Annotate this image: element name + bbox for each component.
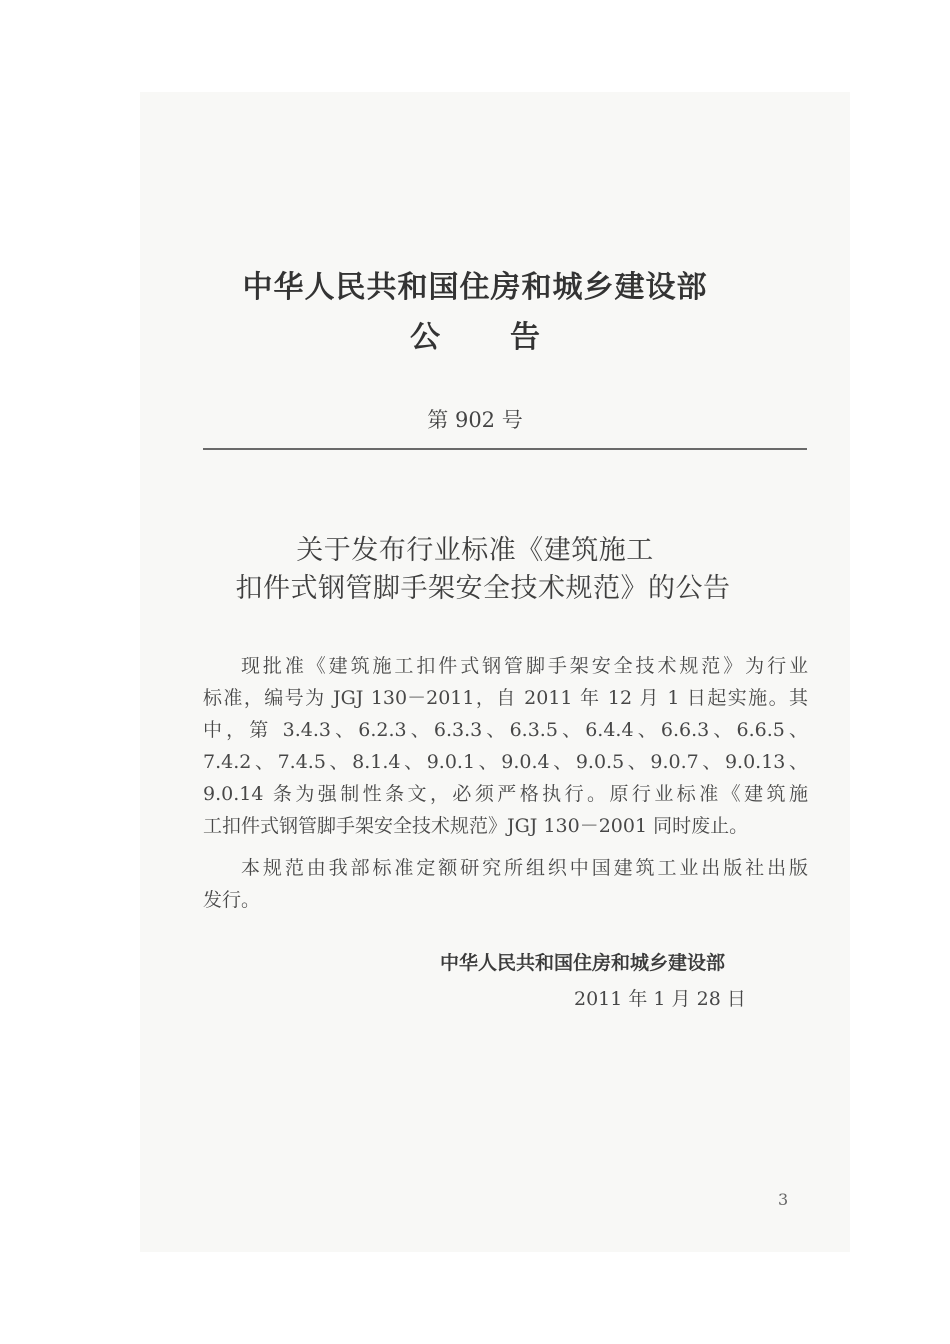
body-paragraph-2	[203, 852, 808, 916]
header-divider	[203, 448, 807, 450]
notice-label-char-1: 公	[410, 320, 440, 355]
paragraph-line: 中，第 3.4.3、6.2.3、6.3.3、6.3.5、6.4.4、6.6.3、6.6.5、	[203, 719, 808, 741]
paragraph-line: 标准，编号为 JGJ 130－2011，自 2011 年 12 月 1 日起实施。其	[203, 687, 808, 709]
notice-label	[0, 312, 950, 356]
paragraph-line: 7.4.2、7.4.5、8.1.4、9.0.1、9.0.4、9.0.5、9.0.7、9.0.13、	[203, 751, 808, 773]
document-title-line-1: 关于发布行业标准《建筑施工	[296, 535, 654, 566]
paragraph-line: 本规范由我部标准定额研究所组织中国建筑工业出版社出版	[241, 857, 808, 879]
document-title-line-2: 扣件式钢管脚手架安全技术规范》的公告	[235, 573, 731, 604]
body-paragraph-1	[203, 650, 808, 842]
paragraph-line: 现批准《建筑施工扣件式钢管脚手架安全技术规范》为行业	[241, 655, 808, 677]
ministry-title: 中华人民共和国住房和城乡建设部	[242, 270, 708, 305]
notice-label-char-2: 告	[510, 320, 540, 355]
paragraph-line: 发行。	[203, 889, 261, 911]
signature-date: 2011 年 1 月 28 日	[574, 988, 746, 1010]
paragraph-line: 9.0.14 条为强制性条文，必须严格执行。原行业标准《建筑施	[203, 783, 808, 805]
page-number: 3	[778, 1190, 789, 1209]
signature-organization: 中华人民共和国住房和城乡建设部	[440, 952, 726, 974]
paragraph-line: 工扣件式钢管脚手架安全技术规范》JGJ 130－2001 同时废止。	[203, 815, 749, 837]
notice-number: 第 902 号	[427, 408, 523, 432]
